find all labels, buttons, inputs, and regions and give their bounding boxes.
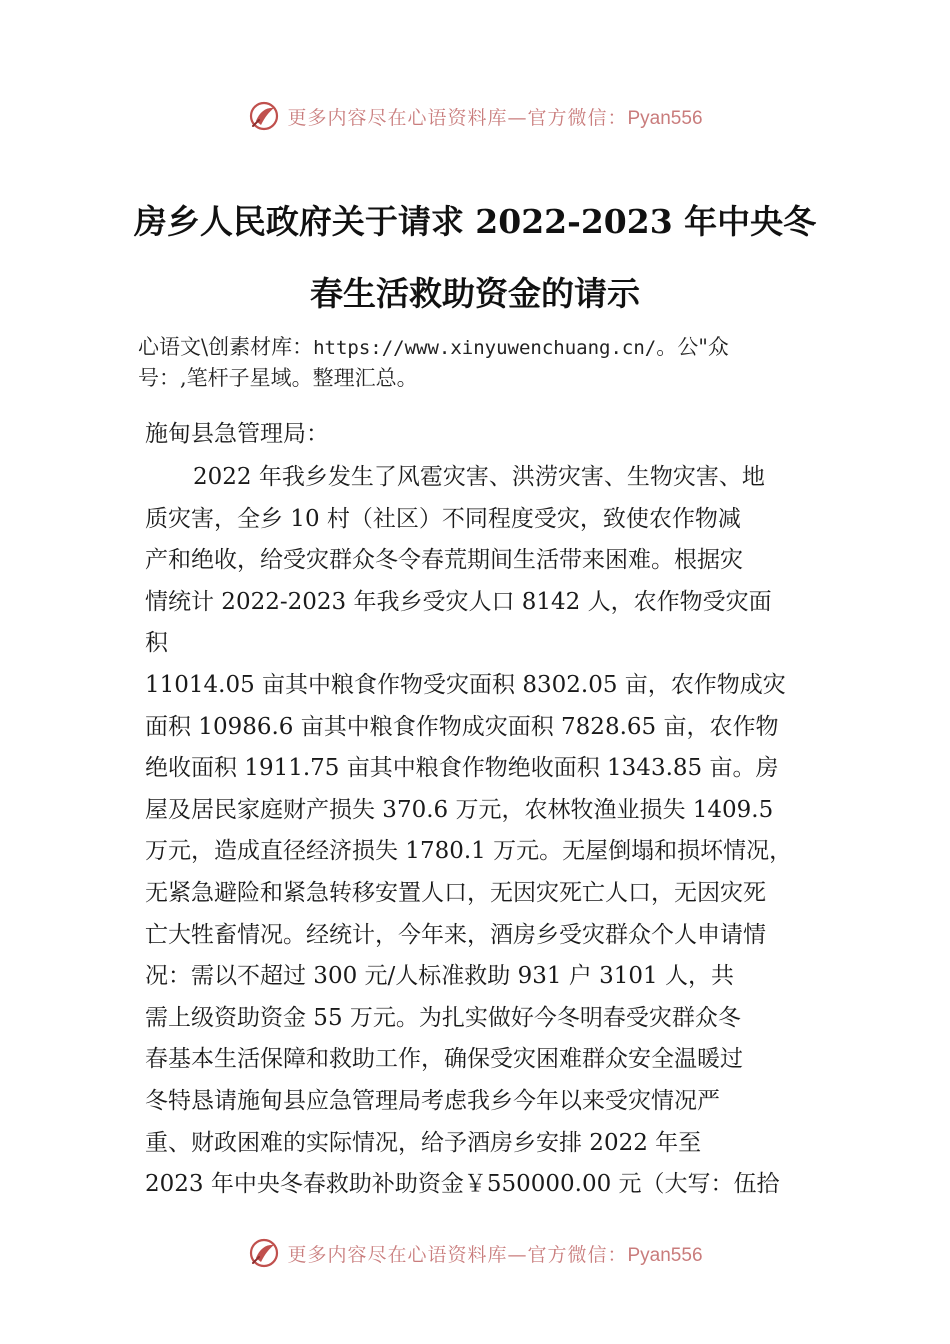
body-line: 屋及居民家庭财产损失 370.6 万元，农林牧渔业损失 1409.5: [145, 796, 774, 823]
salutation: 施甸县急管理局：: [145, 421, 329, 447]
source-line-2: 号：,笔杆子星域。整理汇总。: [138, 366, 418, 390]
ink-brush-logo-icon: [247, 1236, 281, 1270]
body-line: 况：需以不超过 300 元/人标准救助 931 户 3101 人，共: [145, 963, 734, 990]
body-line: 质灾害，全乡 10 村（社区）不同程度受灾，致使农作物减: [145, 505, 741, 532]
body-line: 重、财政困难的实际情况，给予酒房乡安排 2022 年至: [145, 1129, 702, 1156]
document-title: [100, 186, 850, 330]
footer-watermark: [0, 1233, 950, 1273]
body-line: 无紧急避险和紧急转移安置人口，无因灾死亡人口，无因灾死: [145, 879, 766, 906]
body-line: 面积 10986.6 亩其中粮食作物成灾面积 7828.65 亩，农作物: [145, 713, 779, 740]
body-line: 冬特恳请施甸县应急管理局考虑我乡今年以来受灾情况严: [145, 1087, 720, 1114]
body-line: 春基本生活保障和救助工作，确保受灾困难群众安全温暖过: [145, 1046, 743, 1073]
header-watermark: [0, 96, 950, 136]
watermark-wechat-id: Pyan556: [627, 107, 703, 129]
watermark-wechat-id: Pyan556: [627, 1244, 703, 1266]
title-line-1: 房乡人民政府关于请求 2022-2023 年中央冬: [133, 202, 817, 241]
body-line: 亡大牲畜情况。经统计，今年来，酒房乡受灾群众个人申请情: [145, 921, 766, 948]
source-note: [138, 332, 838, 393]
body-text: [145, 457, 825, 1206]
body-line: 积: [145, 630, 168, 657]
body-line: 11014.05 亩其中粮食作物受灾面积 8302.05 亩，农作物成灾: [145, 671, 786, 698]
body-line: 产和绝收，给受灾群众冬令春荒期间生活带来困难。根据灾: [145, 547, 743, 574]
body-line: 2023 年中央冬春救助补助资金￥550000.00 元（大写：伍拾: [145, 1171, 780, 1198]
watermark-text: 更多内容尽在心语资料库—官方微信：Pyan556: [287, 1243, 703, 1266]
body-line: 绝收面积 1911.75 亩其中粮食作物绝收面积 1343.85 亩。房: [145, 755, 779, 782]
source-line-1: 心语文\创素材库：https://www.xinyuwenchuang.cn/。公"众: [138, 335, 729, 359]
title-line-2: 春生活救助资金的请示: [310, 274, 640, 313]
body-line: 需上级资助资金 55 万元。为扎实做好今冬明春受灾群众冬: [145, 1004, 741, 1031]
body-line: 2022 年我乡发生了风雹灾害、洪涝灾害、生物灾害、地: [193, 464, 765, 490]
watermark-text: 更多内容尽在心语资料库—官方微信：Pyan556: [287, 106, 703, 129]
ink-brush-logo-icon: [247, 99, 281, 133]
body-line: 情统计 2022-2023 年我乡受灾人口 8142 人，农作物受灾面: [145, 588, 772, 615]
source-url: https://www.xinyuwenchuang.cn/: [313, 337, 657, 359]
body-line: 万元，造成直径经济损失 1780.1 万元。无屋倒塌和损坏情况，: [145, 838, 793, 865]
